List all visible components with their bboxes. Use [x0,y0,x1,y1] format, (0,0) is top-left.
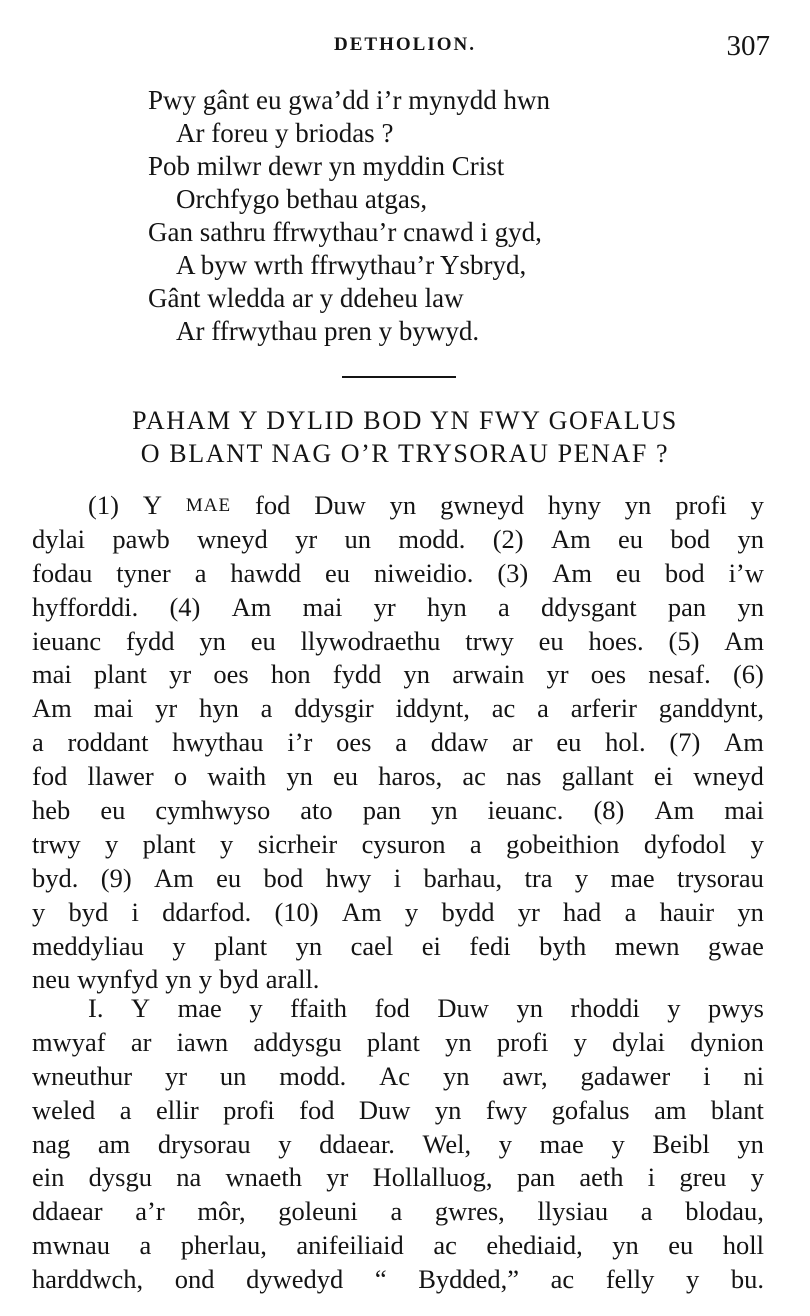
text-line: mwyaf ar iawn addysgu plant yn profi y dylai dynion [32,1026,764,1057]
text-line: neu wynfyd yn y byd arall. [32,964,320,995]
text-line: weled a ellir profi fod Duw yn fwy gofalus am blant [32,1094,764,1125]
paragraph-2 [32,992,764,1297]
text-line: wneuthur yr un modd. Ac yn awr, gadawer i ni [32,1060,764,1091]
poem-line: Pob milwr dewr yn myddin Crist [148,151,505,181]
text-line: fodau tyner a hawdd eu niweidio. (3) Am eu bod i’w [32,557,764,588]
text-line: ein dysgu na wnaeth yr Hollalluog, pan aeth i greu y [32,1162,764,1193]
text-line: (1) Y MAE fod Duw yn gwneyd hyny yn profi y [88,490,764,520]
paragraph-1 [32,489,764,997]
text-line: mwnau a pherlau, anifeiliaid ac ehediaid, yn eu holl [32,1230,764,1261]
text-line: hyfforddi. (4) Am mai yr hyn a ddysgant pan yn [32,591,764,622]
text-line: fod llawer o waith yn eu haros, ac nas gallant ei wneyd [32,761,764,792]
text-line: trwy y plant y sicrheir cysuron a gobeithion dyfodol y [32,828,764,859]
poem-line: Pwy gânt eu gwa’dd i’r mynydd hwn [148,85,550,115]
section-heading [28,404,782,470]
section-divider [342,376,456,378]
text-line: heb eu cymhwyso ato pan yn ieuanc. (8) Am mai [32,795,764,826]
poem-line: Ar foreu y briodas ? [176,118,394,148]
poem-line: Orchfygo bethau atgas, [176,184,428,214]
poem-line: Gan sathru ffrwythau’r cnawd i gyd, [148,217,542,247]
text-line: a roddant hwythau i’r oes a ddaw ar eu hol. (7) Am [32,727,764,758]
poem-line: Gânt wledda ar y ddeheu law [148,283,464,313]
text-line: ddaear a’r môr, goleuni a gwres, llysiau a blodau, [32,1196,764,1227]
text-line: I. Y mae y ffaith fod Duw yn rhoddi y pwys [88,993,764,1023]
text-line: y byd i ddarfod. (10) Am y bydd yr had a hauir yn [32,896,764,927]
text-line: meddyliau y plant yn cael ei fedi byth mewn gwae [32,930,764,961]
poem-stanza [148,84,708,348]
page-header [0,30,810,70]
text-line: harddwch, ond dywedyd “ Bydded,” ac felly y bu. [32,1264,764,1295]
poem-line: A byw wrth ffrwythau’r Ysbryd, [176,250,527,280]
text-line: ieuanc fydd yn eu llywodraethu trwy eu hoes. (5) Am [32,625,764,656]
poem-line: Ar ffrwythau pren y bywyd. [176,316,480,346]
text-line: dylai pawb wneyd yr un modd. (2) Am eu bod yn [32,523,764,554]
heading-line: PAHAM Y DYLID BOD YN FWY GOFALUS [132,406,678,435]
text-line: mai plant yr oes hon fydd yn arwain yr oes nesaf. (6) [32,659,764,690]
page-number: 307 [726,30,770,62]
text-line: Am mai yr hyn a ddysgir iddynt, ac a arferir ganddynt, [32,693,764,724]
running-head: DETHOLION. [334,34,476,55]
text-line: nag am drysorau y ddaear. Wel, y mae y Beibl yn [32,1128,764,1159]
text-line: byd. (9) Am eu bod hwy i barhau, tra y mae trysorau [32,862,764,893]
heading-line: O BLANT NAG O’R TRYSORAU PENAF ? [140,439,670,468]
